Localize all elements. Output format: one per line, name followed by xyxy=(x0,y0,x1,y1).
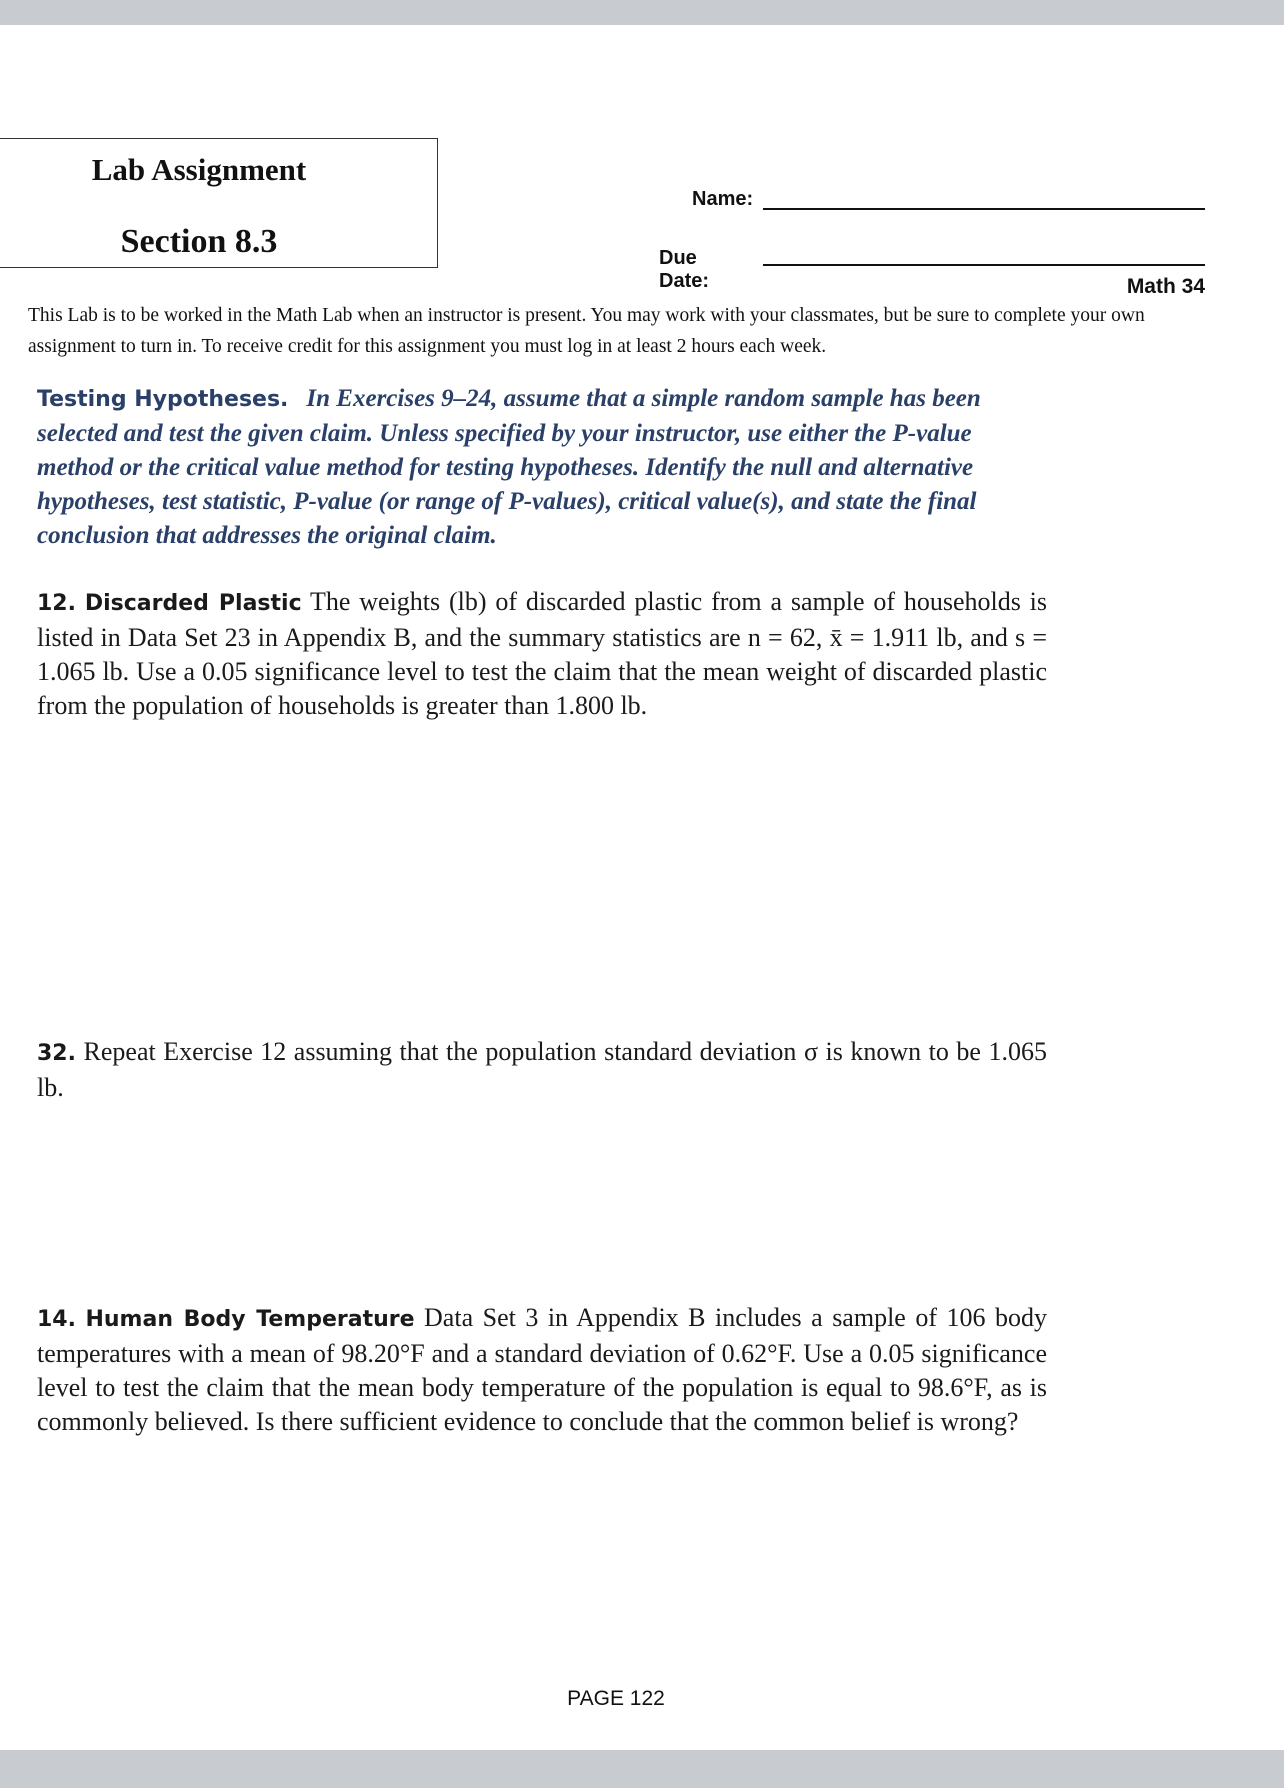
exercise-14 xyxy=(37,1301,1047,1439)
exercise-number: 12. xyxy=(37,591,76,616)
instructions-text: In Exercises 9–24, assume that a simple random sample has been selected and test the given claim. Unless specified by your instructor, use either the P-value method or the critical value method for testing hypotheses. Identify the null and alternative hypotheses, test statistic, P-value (or range of P-values), critical value(s), and state the final conclusion that addresses the original claim. xyxy=(37,385,981,549)
exercise-title: Discarded Plastic xyxy=(84,591,302,616)
assignment-title: Lab Assignment xyxy=(91,152,307,187)
name-label: Name: xyxy=(692,188,754,210)
exercise-text: Data Set 3 in Appendix B includes a sample of 106 body temperatures with a mean of 98.20°F and a standard deviation of 0.62°F. Use a 0.05 significance level to test the claim that the mean body temperature of the population is equal to 98.6°F, as is commonly believed. Is there sufficient evidence to conclude that the common belief is wrong? xyxy=(37,1303,1047,1436)
section-title: Section 8.3 xyxy=(120,223,278,260)
exercise-text: Repeat Exercise 12 assuming that the population standard deviation σ is known to be 1.065 lb. xyxy=(37,1037,1047,1102)
instructions-paragraph xyxy=(37,382,1037,553)
intro-paragraph: This Lab is to be worked in the Math Lab when an instructor is present. You may work with your classmates, but be sure to complete your own assignment to turn in. To receive credit for this assignment you must log in at least 2 hours each week. xyxy=(28,305,1145,357)
course-label: Math 34 xyxy=(1126,275,1205,298)
due-date-line xyxy=(763,264,1205,266)
exercise-title: Human Body Temperature xyxy=(85,1307,415,1332)
exercise-12 xyxy=(37,585,1047,723)
exercise-number: 14. xyxy=(37,1307,76,1332)
assignment-title-box xyxy=(0,138,438,268)
instructions-lead: Testing Hypotheses. xyxy=(37,387,289,412)
exercise-number: 32. xyxy=(37,1041,76,1066)
exercise-32 xyxy=(37,1035,1047,1105)
due-date-label: Due Date: xyxy=(659,247,710,292)
exercise-text: The weights (lb) of discarded plastic from a sample of households is listed in Data Set 23 in Appendix B, and the summary statistics are n = 62, x̄ = 1.911 lb, and s = 1.065 lb. Use a 0.05 significance level to test the claim that the mean weight of discarded plastic from the population of households is greater than 1.800 lb. xyxy=(37,587,1048,720)
page-number: PAGE 122 xyxy=(567,1687,665,1710)
document-page xyxy=(0,25,1284,1750)
name-line xyxy=(763,208,1205,210)
